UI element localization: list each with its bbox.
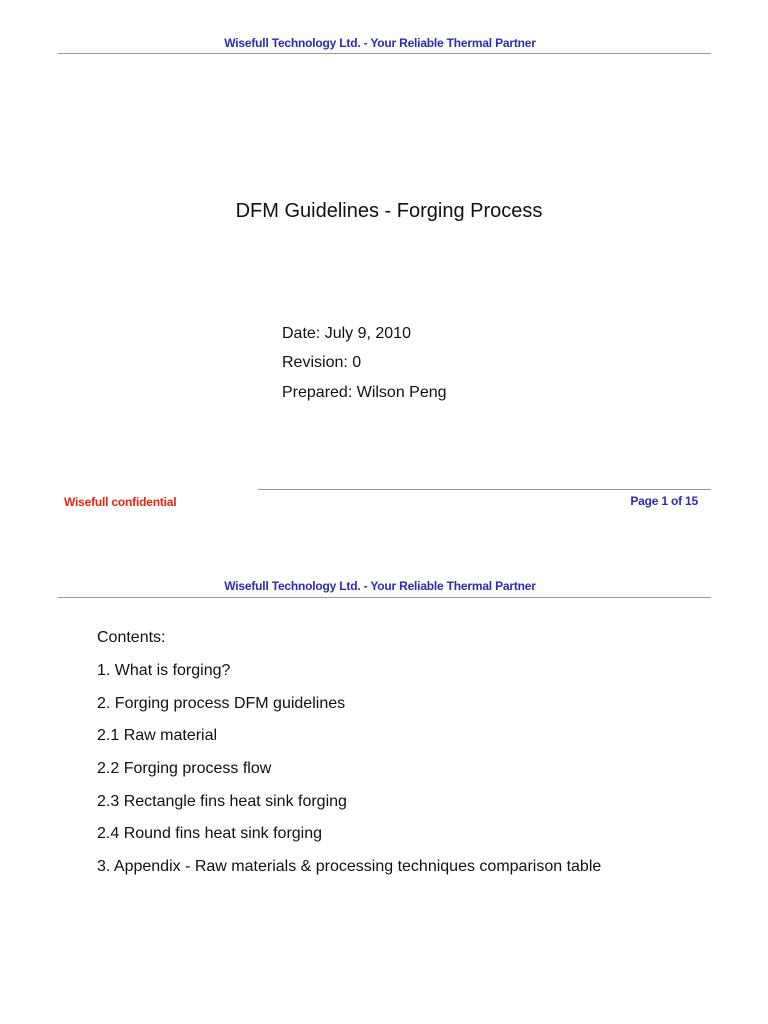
contents-item: 3. Appendix - Raw materials & processing techniques comparison table bbox=[97, 858, 602, 875]
document-revision: Revision: 0 bbox=[282, 354, 362, 371]
page-number: Page 1 of 15 bbox=[630, 494, 698, 508]
confidential-label: Wisefull confidential bbox=[64, 495, 177, 509]
contents-item: 2.2 Forging process flow bbox=[97, 760, 272, 777]
document-date: Date: July 9, 2010 bbox=[282, 325, 411, 342]
document-author: Prepared: Wilson Peng bbox=[282, 384, 447, 401]
contents-item: 2.1 Raw material bbox=[97, 727, 218, 744]
header-divider bbox=[58, 597, 711, 598]
footer-divider bbox=[258, 489, 711, 490]
contents-item: 2.4 Round fins heat sink forging bbox=[97, 825, 323, 842]
page-header: Wisefull Technology Ltd. - Your Reliable Thermal Partner bbox=[224, 579, 536, 593]
page-header: Wisefull Technology Ltd. - Your Reliable Thermal Partner bbox=[224, 36, 536, 50]
contents-item: 1. What is forging? bbox=[97, 662, 231, 679]
contents-heading: Contents: bbox=[97, 629, 166, 646]
contents-item: 2.3 Rectangle fins heat sink forging bbox=[97, 793, 347, 810]
contents-item: 2. Forging process DFM guidelines bbox=[97, 695, 346, 712]
document-title: DFM Guidelines - Forging Process bbox=[235, 200, 543, 222]
header-divider bbox=[58, 53, 711, 54]
